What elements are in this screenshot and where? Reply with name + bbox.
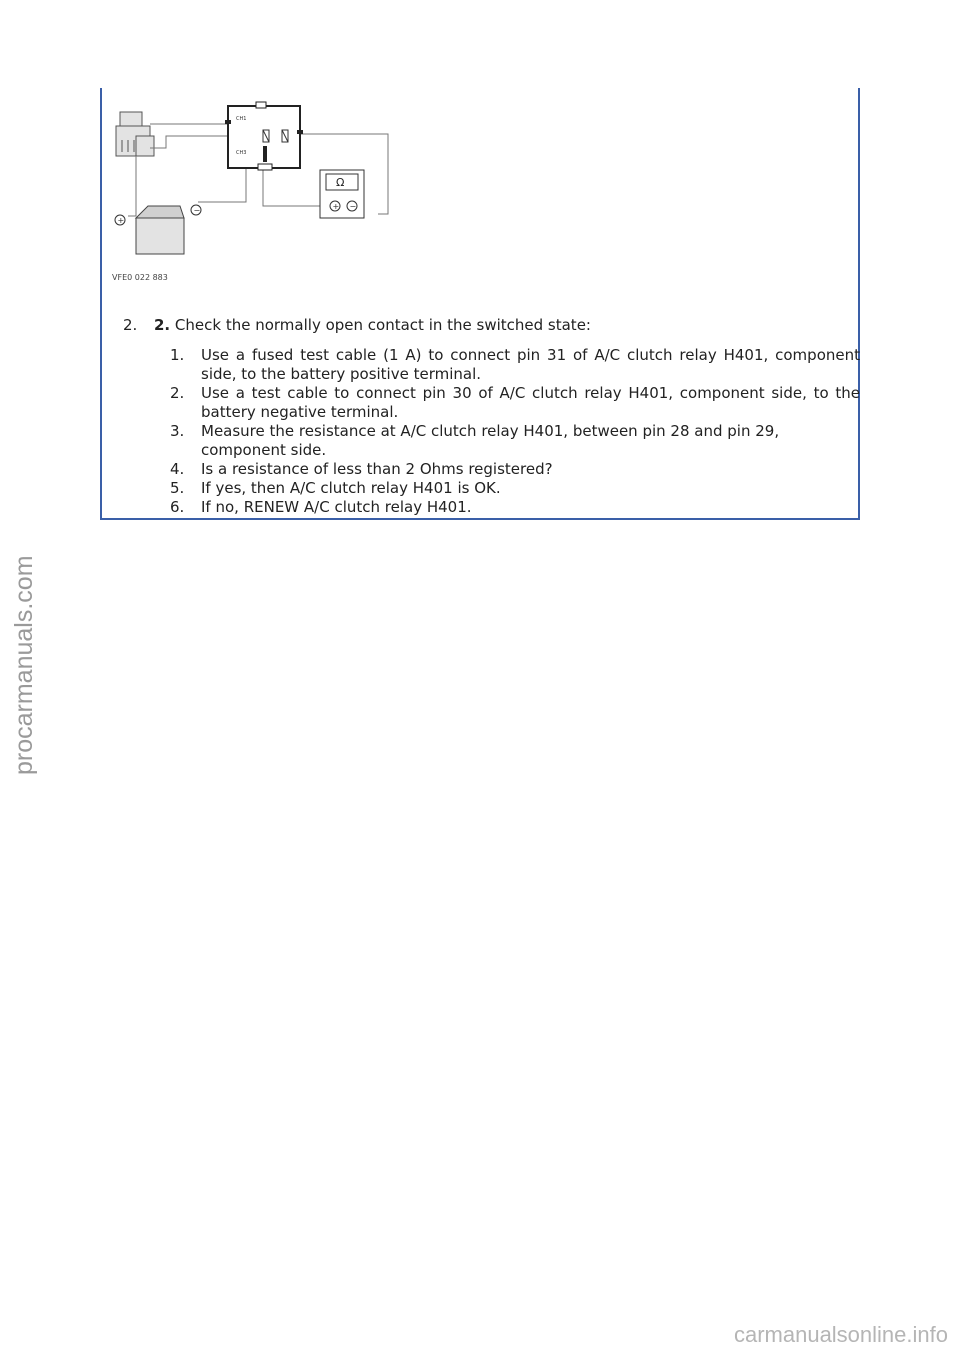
figure-code: VFE0 022 883 bbox=[112, 273, 168, 282]
instruction-list bbox=[170, 346, 860, 517]
svg-text:−: − bbox=[193, 206, 201, 215]
relay-box bbox=[225, 102, 303, 170]
step-2 bbox=[123, 316, 591, 334]
battery-icon bbox=[115, 205, 201, 254]
side-watermark: procarmanuals.com bbox=[10, 555, 38, 775]
list-item: 6. If no, RENEW A/C clutch relay H401. bbox=[170, 498, 472, 516]
step-text: Check the normally open contact in the switched state: bbox=[174, 316, 591, 334]
svg-text:+: + bbox=[332, 202, 340, 211]
ohmmeter-icon bbox=[320, 170, 364, 218]
ohm-symbol: Ω bbox=[336, 176, 345, 189]
list-item: 2. Use a test cable to connect pin 30 of A/C clutch relay H401, component side, to the battery negative terminal. bbox=[170, 384, 860, 421]
step-bold-number: 2. bbox=[154, 316, 171, 334]
list-item: 5. If yes, then A/C clutch relay H401 is OK. bbox=[170, 479, 501, 497]
step-outer-number: 2. bbox=[123, 316, 138, 334]
svg-text:−: − bbox=[349, 202, 357, 211]
relay-label-ch3: CH3 bbox=[236, 150, 247, 156]
list-item: 4. Is a resistance of less than 2 Ohms registered? bbox=[170, 460, 553, 478]
relay-label-ch1: CH1 bbox=[236, 116, 247, 122]
list-item: 3. Measure the resistance at A/C clutch relay H401, between pin 28 and pin 29, component side. bbox=[170, 422, 780, 459]
bottom-watermark: carmanualsonline.info bbox=[733, 1322, 948, 1347]
list-item: 1. Use a fused test cable (1 A) to connect pin 31 of A/C clutch relay H401, component side, to the battery positive terminal. bbox=[170, 346, 860, 383]
connector-icon bbox=[116, 112, 154, 156]
svg-text:+: + bbox=[117, 216, 125, 225]
wiring-diagram bbox=[108, 96, 408, 296]
